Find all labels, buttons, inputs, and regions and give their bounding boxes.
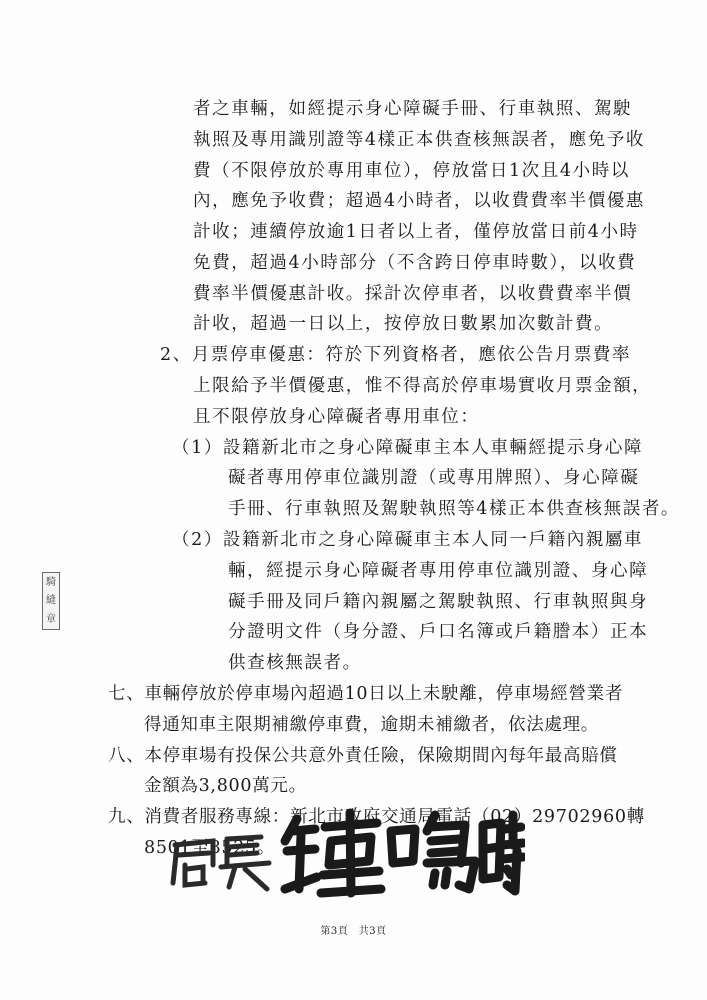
text-line: 礙手冊及同戶籍內親屬之駕駛執照、行車執照與身 <box>228 592 649 612</box>
text-line: 輛，經提示身心障礙者專用停車位識別證、身心障 <box>228 561 649 581</box>
signature-char-ju <box>173 841 213 885</box>
signature-char-zhong <box>285 813 381 893</box>
text-line: 供查核無誤者。 <box>228 653 362 673</box>
text-line: （1）設籍新北市之身心障礙車主本人車輛經提示身心障 <box>172 438 644 458</box>
text-line: 內，應免予收費；超過4小時者，以收費費率半價優惠 <box>193 191 646 211</box>
text-line: 礙者專用停車位識別證（或專用牌照）、身心障礙 <box>228 468 640 488</box>
text-line: 金額為3,800萬元。 <box>144 776 307 796</box>
text-line: 執照及專用識別證等4樣正本供查核無誤者，應免予收 <box>193 130 646 150</box>
text-line: 八、本停車場有投保公共意外責任險，保險期間內每年最高賠償 <box>108 746 618 766</box>
seal-char: 騎 <box>46 576 56 588</box>
text-line: （2）設籍新北市之身心障礙車主本人同一戶籍內親屬車 <box>172 530 644 550</box>
text-line: 上限給予半價優惠，惟不得高於停車場實收月票金額， <box>193 376 652 396</box>
signature-char-zhang <box>221 837 269 889</box>
director-signature <box>165 805 525 900</box>
text-line: 得通知車主限期補繳停車費，逾期未補繳者，依法處理。 <box>144 715 599 735</box>
text-line: 分證明文件（身分證、戶口名簿或戶籍謄本）正本 <box>228 622 649 642</box>
text-line: 且不限停放身心障礙者專用車位： <box>193 407 480 427</box>
text-line: 七、車輛停放於停車場內超過10日以上未駛離，停車場經營業者 <box>108 684 624 704</box>
signature-char-shi <box>483 815 523 891</box>
signature-char-ming <box>391 815 475 889</box>
text-line: 2、月票停車優惠：符於下列資格者，應依公告月票費率 <box>160 345 632 365</box>
seal-char: 章 <box>46 614 56 626</box>
text-line: 者之車輛，如經提示身心障礙手冊、行車執照、駕駛 <box>193 99 633 119</box>
text-line: 免費，超過4小時部分（不含跨日停車時數），以收費 <box>193 253 637 273</box>
text-line: 計收，超過一日以上，按停放日數累加次數計費。 <box>193 314 614 334</box>
text-line: 計收；連續停放逾1日者以上者，僅停放當日前4小時 <box>193 222 639 242</box>
text-line: 九、消費者服務專線：新北市政府交通局電話（02）29702960轉 <box>108 807 645 827</box>
text-line: 費（不限停放於專用車位），停放當日1次且4小時以 <box>193 161 630 181</box>
page-number: 第3頁 共3頁 <box>320 926 387 937</box>
seal-char: 縫 <box>46 595 56 607</box>
text-line: 8501至8525。 <box>144 838 276 858</box>
text-line: 手冊、行車執照及駕駛執照等4樣正本供查核無誤者。 <box>228 499 681 519</box>
side-seal-stamp <box>42 572 60 630</box>
text-line: 費率半價優惠計收。採計次停車者，以收費費率半價 <box>193 284 633 304</box>
